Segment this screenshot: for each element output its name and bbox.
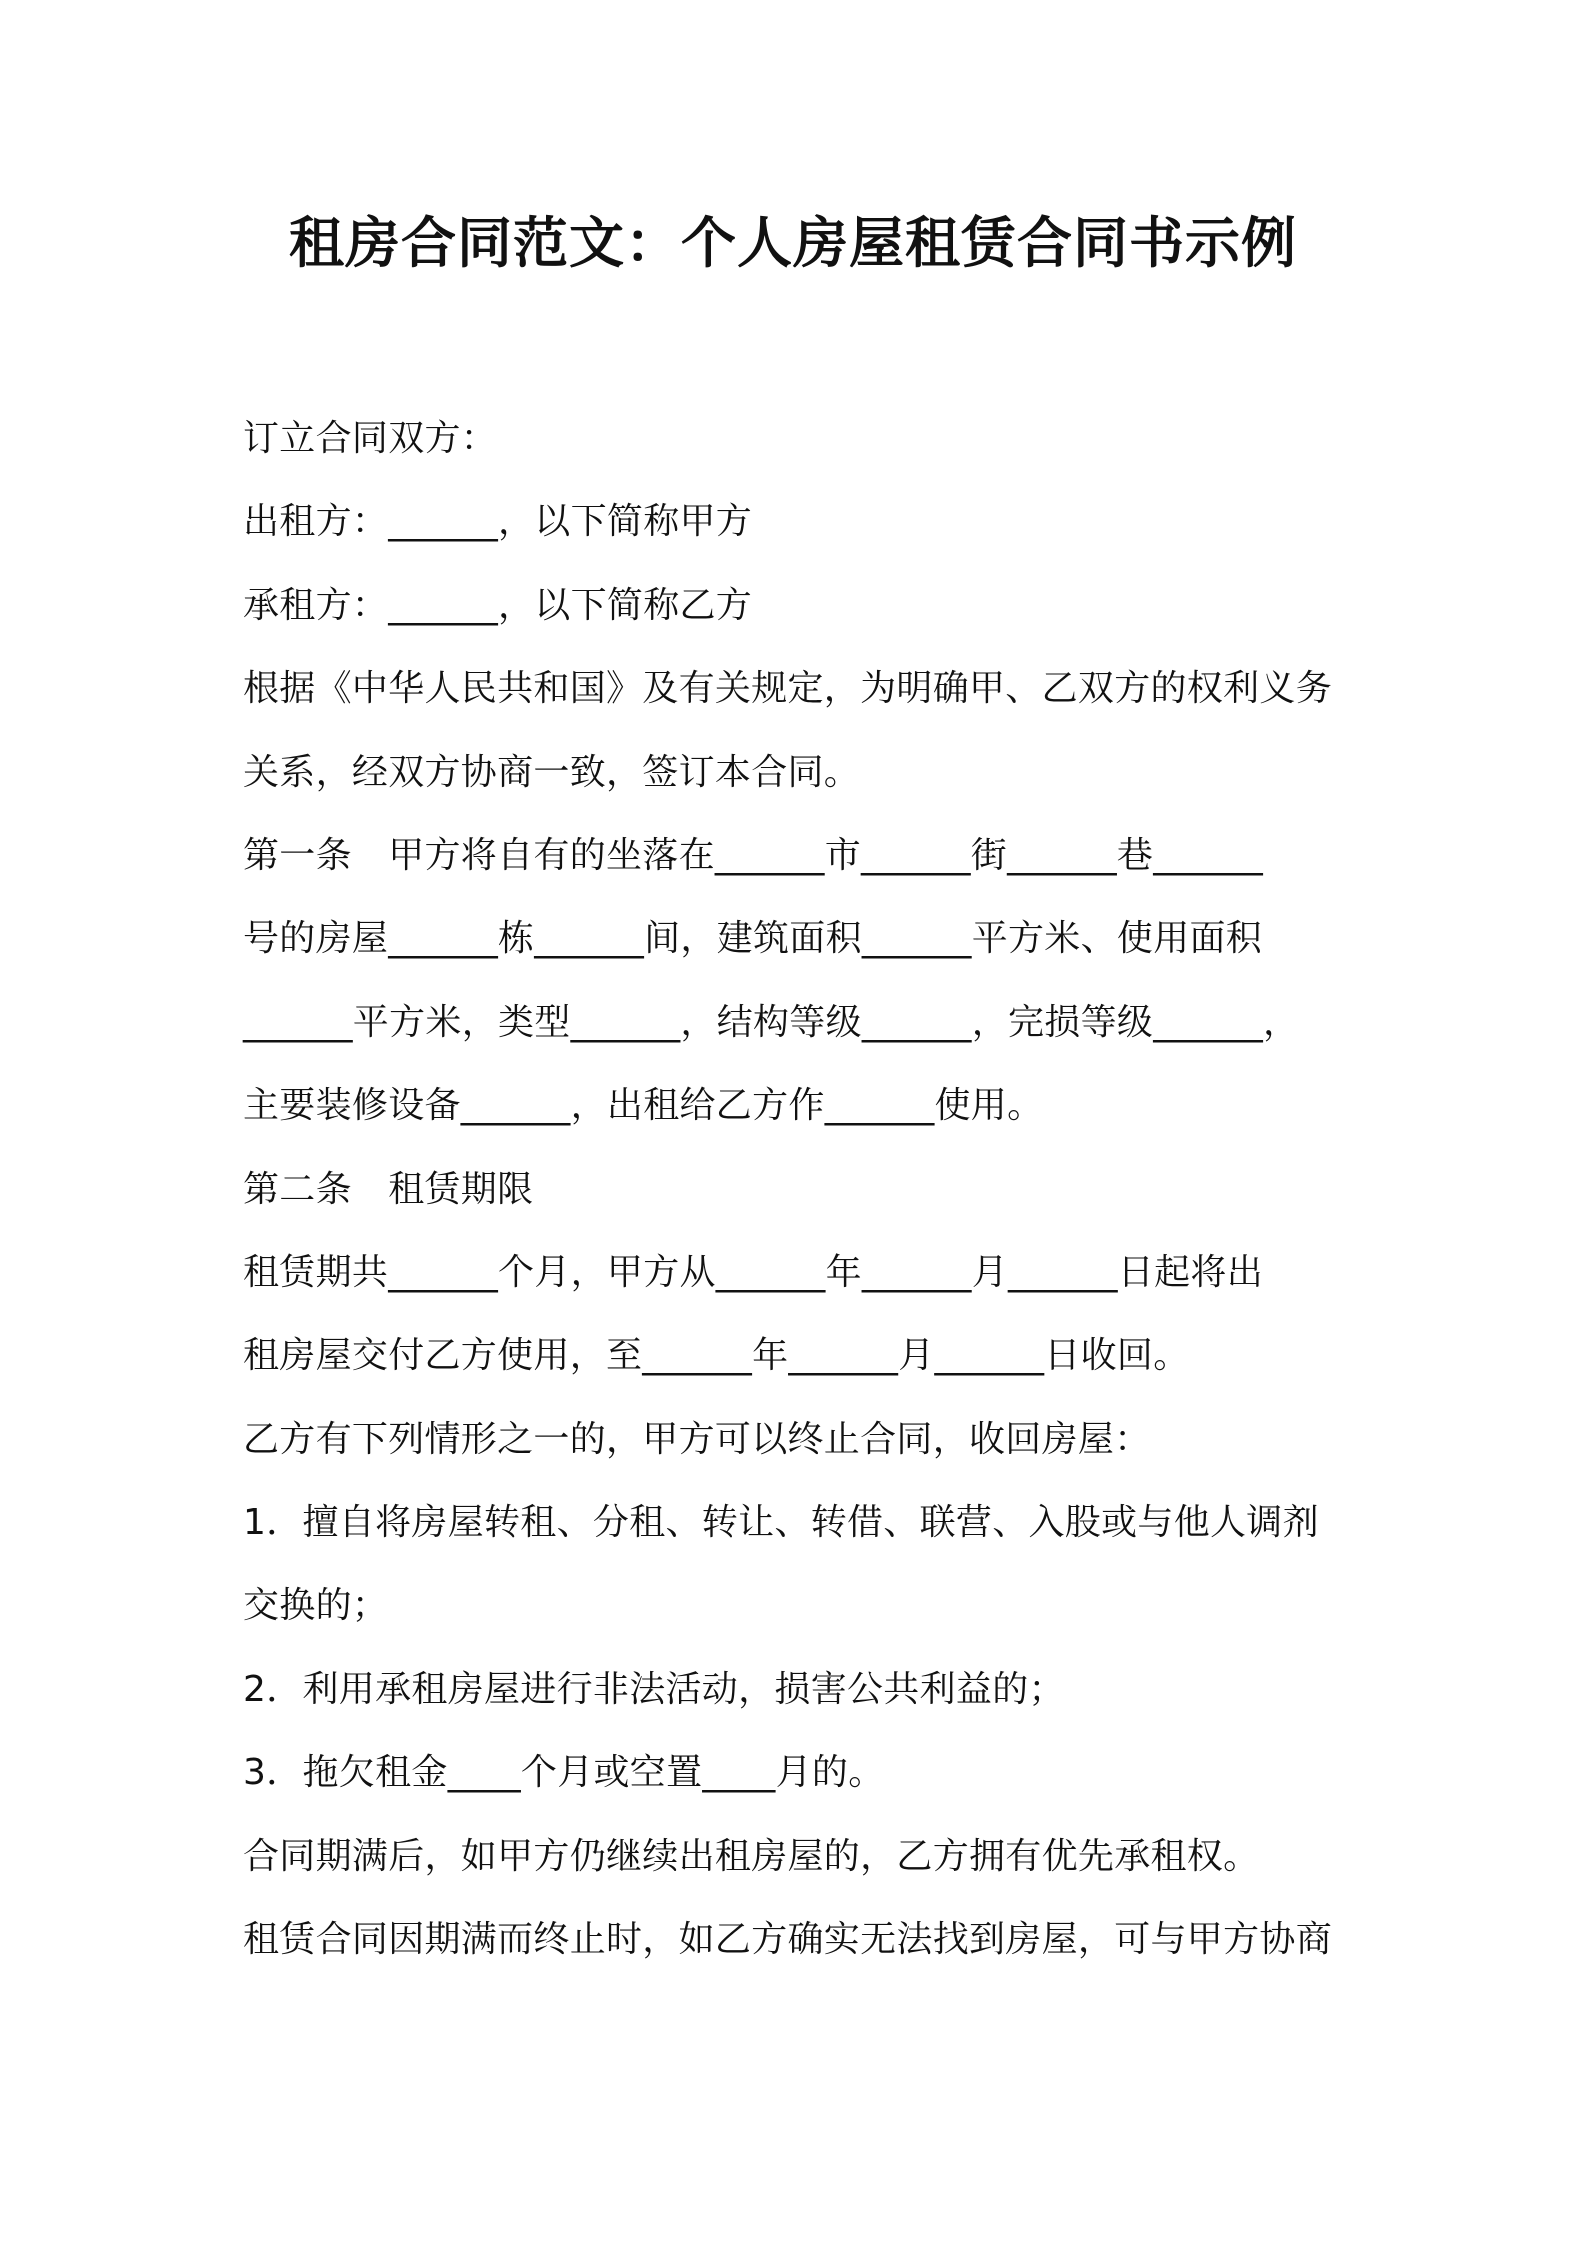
paragraph-line: 租赁合同因期满而终止时，如乙方确实无法找到房屋，可与甲方协商 [243,1919,1333,1961]
paragraph-line: 出租方：______，以下简称甲方 [243,501,753,543]
paragraph-line: 乙方有下列情形之一的，甲方可以终止合同，收回房屋： [243,1418,1151,1460]
paragraph-line: 租赁期共______个月，甲方从______年______月______日起将出 [243,1251,1263,1293]
paragraph-line: 订立合同双方： [243,418,498,459]
paragraph-line: 合同期满后，如甲方仍继续出租房屋的，乙方拥有优先承租权。 [243,1835,1260,1877]
document-body [243,404,1383,1988]
paragraph-line: 关系，经双方协商一致，签订本合同。 [243,751,861,793]
paragraph-line: 2．利用承租房屋进行非法活动，损害公共利益的； [243,1668,1065,1710]
paragraph-line: 交换的； [243,1585,389,1627]
paragraph-line: 1．擅自将房屋转租、分租、转让、转借、联营、入股或与他人调剂 [243,1502,1319,1544]
paragraph-line: 租房屋交付乙方使用，至______年______月______日收回。 [243,1335,1190,1377]
paragraph-line: 根据《中华人民共和国》及有关规定，为明确甲、乙双方的权利义务 [243,668,1333,710]
paragraph-line: 承租方：______，以下简称乙方 [243,584,753,626]
paragraph-line: 3．拖欠租金____个月或空置____月的。 [243,1752,885,1794]
paragraph-line: 第二条 租赁期限 [243,1168,534,1210]
paragraph-line: 主要装修设备______，出租给乙方作______使用。 [243,1085,1044,1127]
paragraph-line: 号的房屋______栋______间，建筑面积______平方米、使用面积 [243,918,1263,960]
paragraph-line: 第一条 甲方将自有的坐落在______市______街______巷______ [243,834,1263,876]
document-title: 租房合同范文：个人房屋租赁合同书示例 [288,211,1297,275]
paragraph-line: ______平方米，类型______，结构等级______，完损等级______， [243,1001,1300,1043]
